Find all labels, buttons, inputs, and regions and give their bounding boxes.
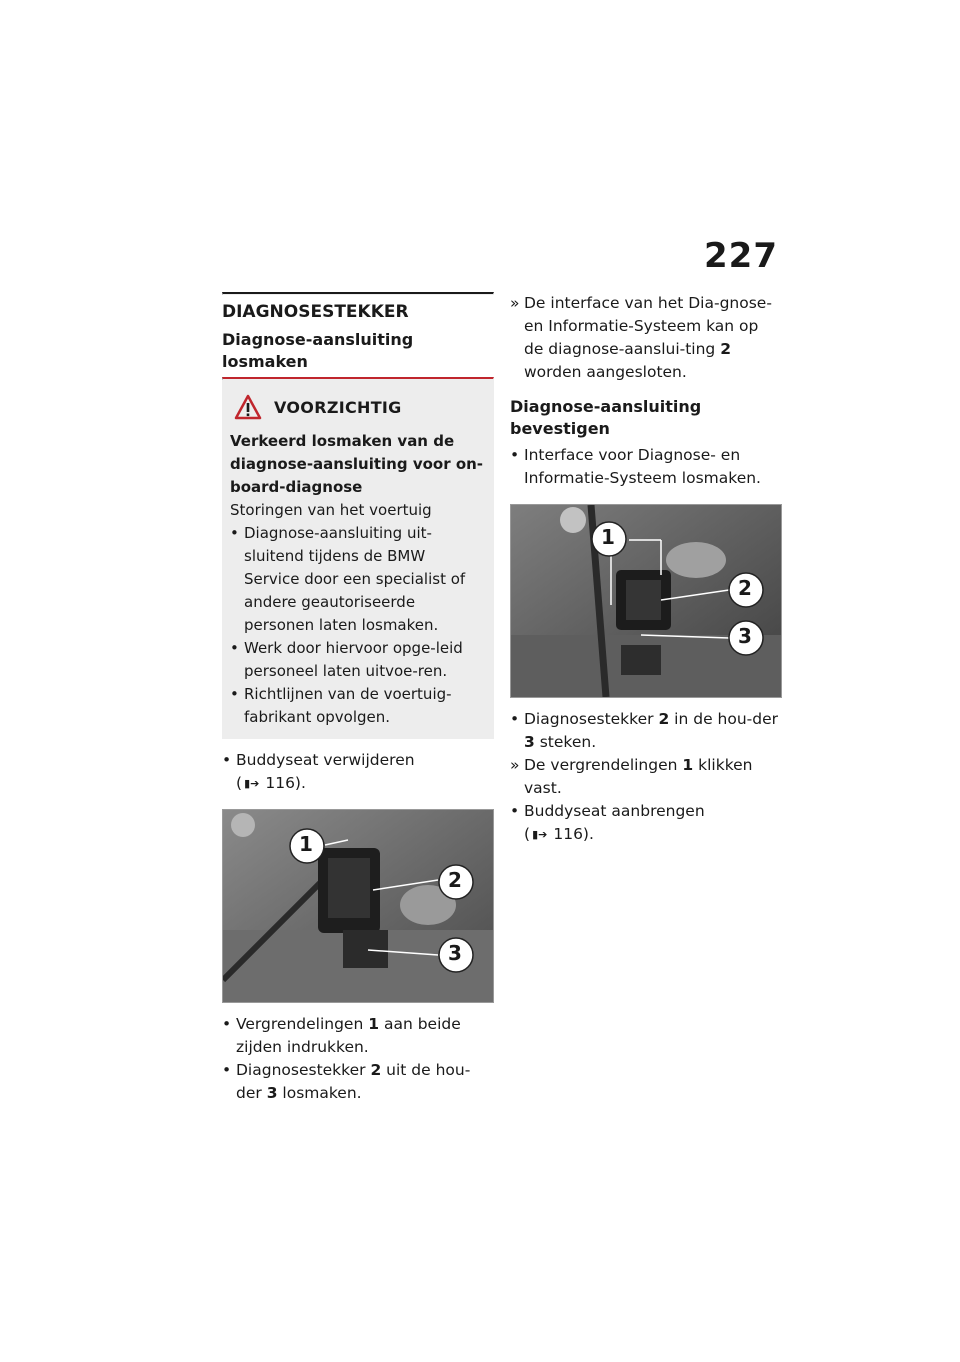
warning-triangle-icon — [234, 394, 262, 420]
bullet-icon: • — [230, 639, 239, 657]
list-item: • Diagnosestekker 2 in de hou-der 3 steken. — [510, 710, 779, 751]
bullet-icon: • — [510, 710, 520, 728]
section-title: DIAGNOSESTEKKER — [222, 302, 409, 322]
result-list — [510, 292, 782, 384]
photo-diagnostic-connector-install — [510, 504, 782, 698]
bullet-icon: • — [222, 1015, 232, 1033]
result-arrow-icon: » — [510, 756, 520, 774]
photo-diagnostic-connector-removal — [222, 809, 494, 1003]
warning-list — [230, 522, 484, 729]
bullet-icon: • — [510, 802, 520, 820]
bullet-icon: • — [222, 751, 232, 769]
list-item: • Vergrendelingen 1 aan beide zijden indrukken. — [222, 1015, 461, 1056]
subsection-title-2: Diagnose-aansluiting bevestigen — [510, 397, 702, 438]
callout-3: 3 — [448, 941, 462, 965]
subsection-title: Diagnose-aansluiting losmaken — [222, 330, 414, 371]
list-item: • Interface voor Diagnose- en Informatie-Systeem losmaken. — [510, 446, 761, 487]
result-arrow-icon: » — [510, 294, 520, 312]
page-reference-icon: ▮➔ — [532, 828, 548, 841]
warning-box — [222, 380, 494, 739]
list-item: • Diagnosestekker 2 uit de hou-der 3 losmaken. — [222, 1061, 471, 1102]
list-item: • Buddyseat aanbrengen ( ▮➔ 116). — [510, 800, 782, 846]
right-column — [510, 292, 782, 846]
callout-1: 1 — [601, 525, 615, 549]
callout-3: 3 — [738, 624, 752, 648]
warning-header — [234, 394, 484, 420]
callout-2: 2 — [738, 576, 752, 600]
warning-text: Storingen van het voertuig — [230, 501, 432, 519]
bullet-icon: • — [510, 446, 520, 464]
section-rule — [222, 292, 494, 295]
page-reference[interactable]: 116). — [553, 825, 594, 843]
steps-list-4 — [510, 708, 782, 846]
warning-bold-text: Verkeerd losmaken van de diagnose-aansluiting voor on-board-diagnose — [230, 432, 484, 496]
bullet-icon: • — [222, 1061, 232, 1079]
page-number: 227 — [704, 236, 778, 276]
bullet-icon: • — [230, 524, 239, 542]
list-item: • Buddyseat verwijderen ( ▮➔ 116). — [222, 749, 494, 795]
callout-2: 2 — [448, 868, 462, 892]
steps-list-3 — [510, 444, 782, 490]
list-item: • Richtlijnen van de voertuig-fabrikant opvolgen. — [230, 685, 452, 726]
callout-1: 1 — [299, 832, 313, 856]
page-reference[interactable]: 116). — [265, 774, 306, 792]
steps-list-2 — [222, 1013, 494, 1105]
list-item: • Diagnose-aansluiting uit-sluitend tijdens de BMW Service door een specialist of andere geautoriseerde personen laten losmaken. — [230, 524, 466, 634]
bullet-icon: • — [230, 685, 239, 703]
page-reference-icon: ▮➔ — [244, 777, 260, 790]
result-item: » De interface van het Dia-gnose- en Informatie-Systeem kan op de diagnose-aanslui-ting 2 worden aangesloten. — [510, 294, 772, 381]
steps-list — [222, 749, 494, 795]
warning-label: VOORZICHTIG — [274, 397, 402, 417]
result-item: » De vergrendelingen 1 klikken vast. — [510, 756, 753, 797]
list-item: • Werk door hiervoor opge-leid personeel laten uitvoe-ren. — [230, 639, 463, 680]
left-column — [222, 292, 494, 1105]
